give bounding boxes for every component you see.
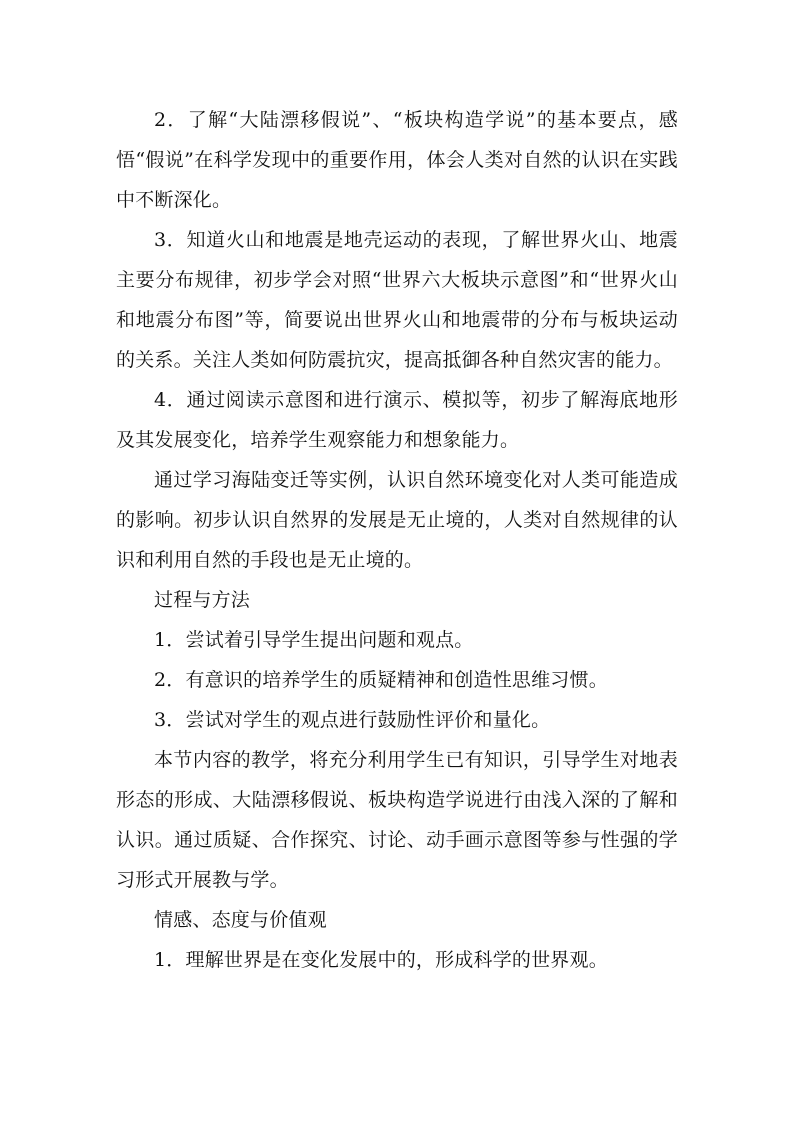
emotion-item: 1．理解世界是在变化发展中的，形成科学的世界观。 [154, 949, 608, 971]
heading-emotion-attitude-values: 情感、态度与价值观 [154, 909, 327, 931]
paragraph-objective-4: 4．通过阅读示意图和进行演示、模拟等，初步了解海底地形及其发展变化，培养学生观察能力和想象能力。 [116, 389, 678, 451]
document-body [116, 100, 678, 980]
paragraph-objective-2: 2．了解“大陆漂移假说”、“板块构造学说”的基本要点，感悟“假说”在科学发现中的重要作用，体会人类对自然的认识在实践中不断深化。 [116, 109, 678, 211]
paragraph-teaching-approach: 本节内容的教学，将充分利用学生已有知识，引导学生对地表形态的形成、大陆漂移假说、板块构造学说进行由浅入深的了解和认识。通过质疑、合作探究、讨论、动手画示意图等参与性强的学习形式开展教与学。 [116, 749, 678, 891]
paragraph-sea-land-change: 通过学习海陆变迁等实例，认识自然环境变化对人类可能造成的影响。初步认识自然界的发展是无止境的，人类对自然规律的认识和利用自然的手段也是无止境的。 [116, 469, 678, 571]
process-item: 1．尝试着引导学生提出问题和观点。 [154, 629, 474, 651]
heading-process-and-method: 过程与方法 [154, 589, 251, 611]
process-item: 3．尝试对学生的观点进行鼓励性评价和量化。 [154, 709, 551, 731]
process-item: 2．有意识的培养学生的质疑精神和创造性思维习惯。 [154, 669, 608, 691]
paragraph-objective-3: 3．知道火山和地震是地壳运动的表现，了解世界火山、地震主要分布规律，初步学会对照“世界六大板块示意图”和“世界火山和地震分布图”等，简要说出世界火山和地震带的分布与板块运动的关系。关注人类如何防震抗灾，提高抵御各种自然灾害的能力。 [116, 229, 678, 371]
